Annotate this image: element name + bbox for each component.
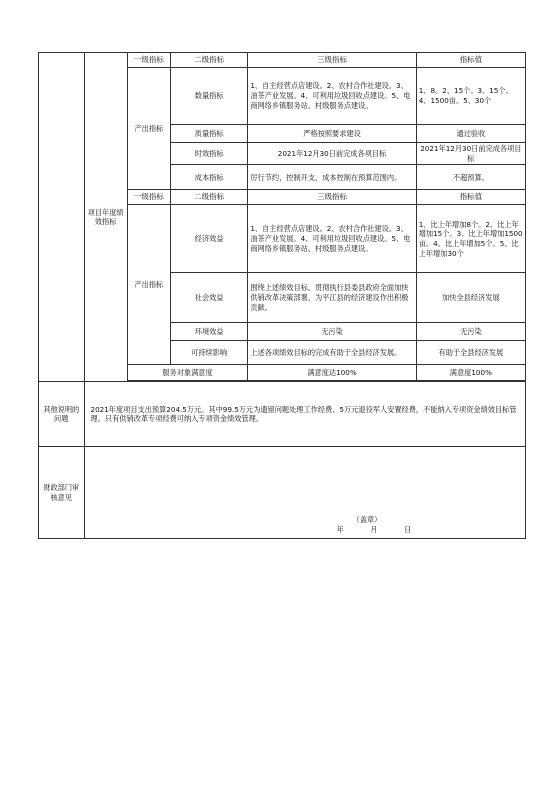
indicator-value: 有助于全县经济发展 bbox=[416, 341, 525, 365]
indicator-second: 成本指标 bbox=[170, 165, 247, 190]
header-value: 指标值 bbox=[416, 190, 525, 205]
indicator-value: 2021年12月30日前完成各项目标 bbox=[416, 143, 525, 165]
finance-review-cell bbox=[84, 447, 526, 539]
date-day: 日 bbox=[404, 524, 412, 534]
indicator-second: 质量指标 bbox=[170, 125, 247, 143]
header-level3: 三级指标 bbox=[248, 53, 416, 68]
finance-review-label: 财政部门审核意见 bbox=[39, 447, 85, 539]
header-level2: 二级指标 bbox=[170, 190, 247, 205]
other-notes-label: 其他说明的问题 bbox=[39, 382, 85, 447]
header-value: 指标值 bbox=[416, 53, 525, 68]
indicator-second: 社会效益 bbox=[170, 273, 247, 323]
indicator-value: 加快全县经济发展 bbox=[416, 273, 525, 323]
indicator-value: 无污染 bbox=[416, 323, 525, 341]
indicator-value: 1、比上年增加8个。2、比上年增加15个。3、比上年增加1500亩。4、比上年增加5个。5、比上年增加30个 bbox=[416, 205, 525, 273]
indicator-second: 时效指标 bbox=[170, 143, 247, 165]
header-level1: 一级指标 bbox=[127, 53, 170, 68]
left-blank-cell bbox=[39, 53, 85, 382]
indicator-second: 经济效益 bbox=[170, 205, 247, 273]
indicator-value: 1、8。2、15个。3、15个。4、1500亩。5、30个 bbox=[416, 68, 525, 125]
date-month: 月 bbox=[370, 524, 378, 534]
date-year: 年 bbox=[336, 524, 344, 534]
output-indicator-label: 产出指标 bbox=[127, 68, 170, 190]
review-date bbox=[337, 525, 524, 535]
indicator-value: 不超预算。 bbox=[416, 165, 525, 190]
seal-text: （盖章） bbox=[352, 515, 382, 524]
indicator-third: 严格按照要求建设 bbox=[248, 125, 416, 143]
satisfaction-third: 满意度达100% bbox=[248, 365, 416, 381]
indicator-second: 可持续影响 bbox=[170, 341, 247, 365]
indicator-third: 1、自主经营点店建设。2、农村合作社建设。3、油茶产业发展。4、可利用垃圾回收点建设。5、电商网络乡镇服务站、村级服务点建设。 bbox=[248, 68, 416, 125]
section-label: 项目年度绩效指标 bbox=[84, 53, 127, 382]
performance-table bbox=[38, 52, 526, 539]
indicator-second: 环境效益 bbox=[170, 323, 247, 341]
indicator-third: 厉行节约，控制开支，成本控制在预算范围内。 bbox=[248, 165, 416, 190]
header-level2: 二级指标 bbox=[170, 53, 247, 68]
satisfaction-label: 服务对象满意度 bbox=[127, 365, 248, 381]
indicator-third: 围绕上述绩效目标、贯彻执行县委县政府全面加快供销改革决策部署，为平江县的经济建设作出积极贡献。 bbox=[248, 273, 416, 323]
satisfaction-value: 满意度100% bbox=[416, 365, 525, 381]
indicator-second: 数量指标 bbox=[170, 68, 247, 125]
indicator-third: 无污染 bbox=[248, 323, 416, 341]
indicator-third: 2021年12月30日前完成各项目标 bbox=[248, 143, 416, 165]
indicator-value: 通过验收 bbox=[416, 125, 525, 143]
header-level1: 一级指标 bbox=[127, 190, 170, 205]
other-notes-text: 2021年度项目支出预算204.5万元。其中99.5万元为遗留问题处理工作经费、5万元退役军人安置经费，不能纳入专项资金绩效目标管理。只有供销改革专项经费可纳入专项资金绩效管理。 bbox=[84, 382, 526, 447]
header-level3: 三级指标 bbox=[248, 190, 416, 205]
effect-indicator-label: 产出指标 bbox=[127, 205, 170, 365]
indicator-third: 1、自主经营点店建设。2、农村合作社建设。3、油茶产业发展。4、可利用垃圾回收点建设。5、电商网络乡镇服务站、村级服务点建设。 bbox=[248, 205, 416, 273]
indicator-third: 上述各项绩效目标的完成有助于全县经济发展。 bbox=[248, 341, 416, 365]
